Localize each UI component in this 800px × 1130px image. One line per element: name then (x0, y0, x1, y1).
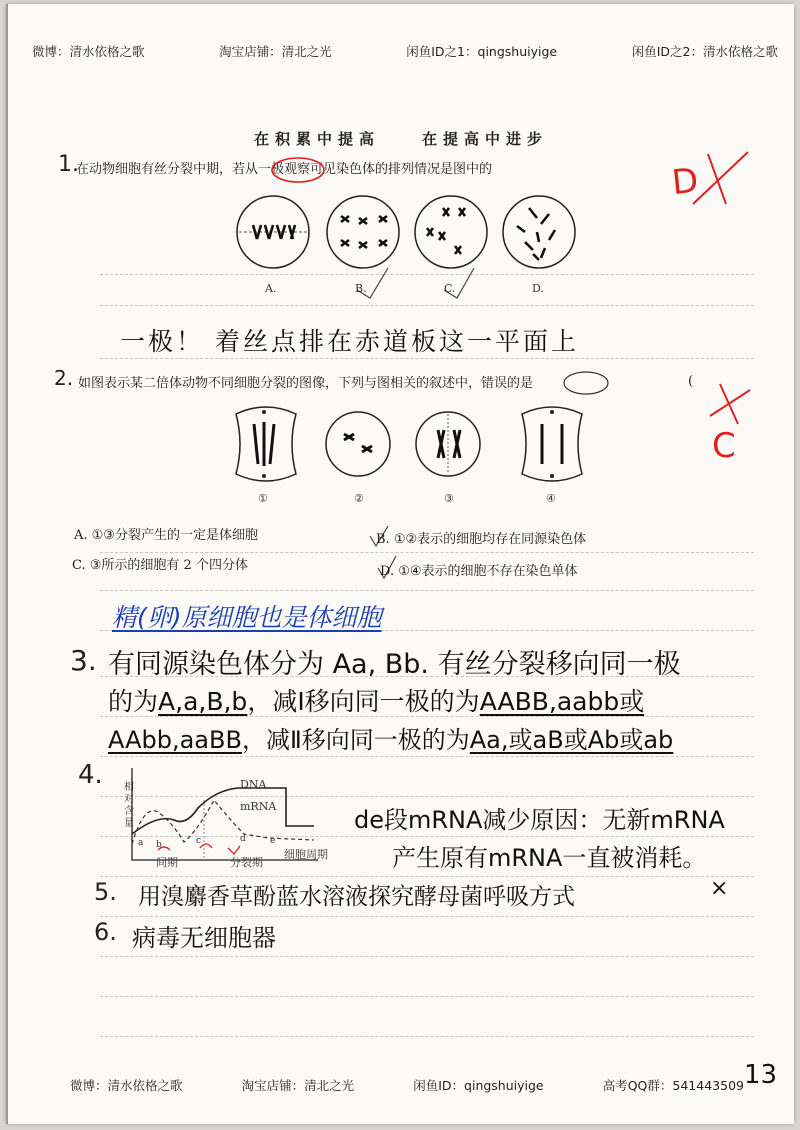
q2-circle-mark (564, 372, 608, 394)
q4-graph-point-c: c (196, 836, 202, 846)
q2-cell-2 (326, 412, 390, 476)
q2-cell-1 (236, 407, 296, 481)
q1-number: 1. (58, 152, 79, 177)
q2-answer-mark: C (712, 426, 736, 466)
motto-right: 在提高中进步 (422, 130, 549, 148)
ruled-line (100, 956, 754, 957)
footer-weibo: 微博：清水依格之歌 (70, 1078, 183, 1093)
q3-line-2-u1: A,a,B,b (158, 687, 248, 716)
q4-graph-dna-line (132, 788, 314, 834)
footer-qq: 高考QQ群：541443509 (602, 1078, 744, 1093)
header-weibo: 微博：清水依格之歌 (32, 44, 145, 59)
q4-graph-point-b: b (156, 840, 162, 850)
q3-line-2 (108, 682, 644, 718)
q3-line-3 (108, 720, 673, 755)
q6-number: 6. (94, 918, 117, 946)
ruled-line (100, 756, 754, 757)
q1-note: 一极！ 着丝点排在赤道板这一平面上 (120, 327, 579, 356)
q5-number: 5. (94, 878, 117, 906)
q4-note-1: de段mRNA减少原因：无新mRNA (354, 806, 725, 834)
ruled-line (100, 1036, 754, 1037)
q2-option-c: C. ③所示的细胞有 2 个四分体 (72, 558, 248, 573)
q2-note: 精(卵)原细胞也是体细胞 (112, 603, 382, 632)
q2-cell-4 (522, 407, 582, 481)
q3-line-1: 有同源染色体分为 Aa, Bb. 有丝分裂移向同一极 (108, 649, 681, 680)
q5-mark: × (710, 876, 729, 901)
header-xianyu-2: 闲鱼ID之2：清水依格之歌 (631, 44, 778, 59)
q2-figure-label-1: ① (258, 492, 268, 505)
motto-left: 在积累中提高 (253, 130, 380, 148)
footer-taobao: 淘宝店铺：清北之光 (241, 1078, 355, 1093)
notebook-page (6, 4, 794, 1124)
q5-text: 用溴麝香草酚蓝水溶液探究酵母菌呼吸方式 (138, 884, 575, 910)
q3-line-2-u2: AABB,aabb或 (479, 687, 645, 716)
page-number: 13 (744, 1060, 778, 1090)
q4-graph-phase-mitosis: 分裂期 (230, 856, 263, 869)
q1-option-d: D. (532, 282, 544, 295)
q2-paren: ( (688, 374, 694, 389)
q4-graph-point-a: a (138, 838, 144, 848)
q1-option-b: B. (355, 282, 367, 295)
q6-text: 病毒无细胞器 (132, 924, 276, 952)
q4-note-2: 产生原有mRNA一直被消耗。 (392, 844, 707, 872)
q2-figure-label-3: ③ (444, 492, 454, 505)
q2-text: 如图表示某二倍体动物不同细胞分裂的图像，下列与图相关的叙述中，错误的是 (78, 376, 534, 391)
ruled-line (100, 996, 754, 997)
q2-cell-3 (416, 412, 480, 476)
q2-figure-label-2: ② (354, 492, 364, 505)
q2-cross-mark (710, 384, 750, 424)
q3-line-3-u2: Aa,或aB或Ab或ab (469, 726, 674, 754)
q1-option-c: C. (444, 282, 456, 295)
q4-graph-point-e: e (270, 836, 276, 846)
page-footer (70, 1076, 744, 1094)
q2-option-d: D. ①④表示的细胞不存在染色单体 (380, 564, 578, 579)
q4-graph-point-d: d (240, 834, 246, 844)
q4-graph-phase-interphase: 间期 (156, 856, 178, 869)
ruled-line (100, 916, 754, 917)
q3-line-2-mid: ，减Ⅰ移向同一极的为 (247, 687, 480, 716)
q3-line-2-pre: 的为 (108, 687, 159, 716)
q2-figure (226, 404, 606, 494)
q4-graph-series-mrna: mRNA (240, 800, 277, 813)
q2-option-b: B. ①②表示的细胞均存在同源染色体 (376, 532, 587, 547)
q4-graph-ylabel: 相对含量 (124, 782, 134, 829)
q1-option-a: A. (265, 282, 277, 295)
q2-option-a: A. ①③分裂产生的一定是体细胞 (74, 528, 258, 543)
q3-line-3-u1: AAbb,aaBB (108, 726, 242, 754)
q1-answer-mark: D (669, 160, 701, 204)
q2-number: 2. (54, 366, 74, 390)
q2-marks (8, 4, 794, 604)
q1-text: 在动物细胞有丝分裂中期，若从一极观察可见染色体的排列情况是图中的 (76, 162, 493, 177)
footer-xianyu: 闲鱼ID：qingshuiyige (413, 1078, 544, 1093)
q4-graph-series-dna: DNA (240, 778, 267, 791)
q4-number: 4. (78, 760, 103, 790)
header-xianyu-1: 闲鱼ID之1：qingshuiyige (406, 44, 558, 59)
q2-figure-label-4: ④ (546, 492, 556, 505)
q4-graph-xlabel: 细胞周期 (284, 848, 328, 861)
ruled-line (100, 876, 754, 877)
q3-line-3-mid: ，减Ⅱ移向同一极的为 (241, 726, 470, 754)
header-taobao: 淘宝店铺：清北之光 (219, 44, 332, 59)
q3-number: 3. (70, 644, 97, 677)
